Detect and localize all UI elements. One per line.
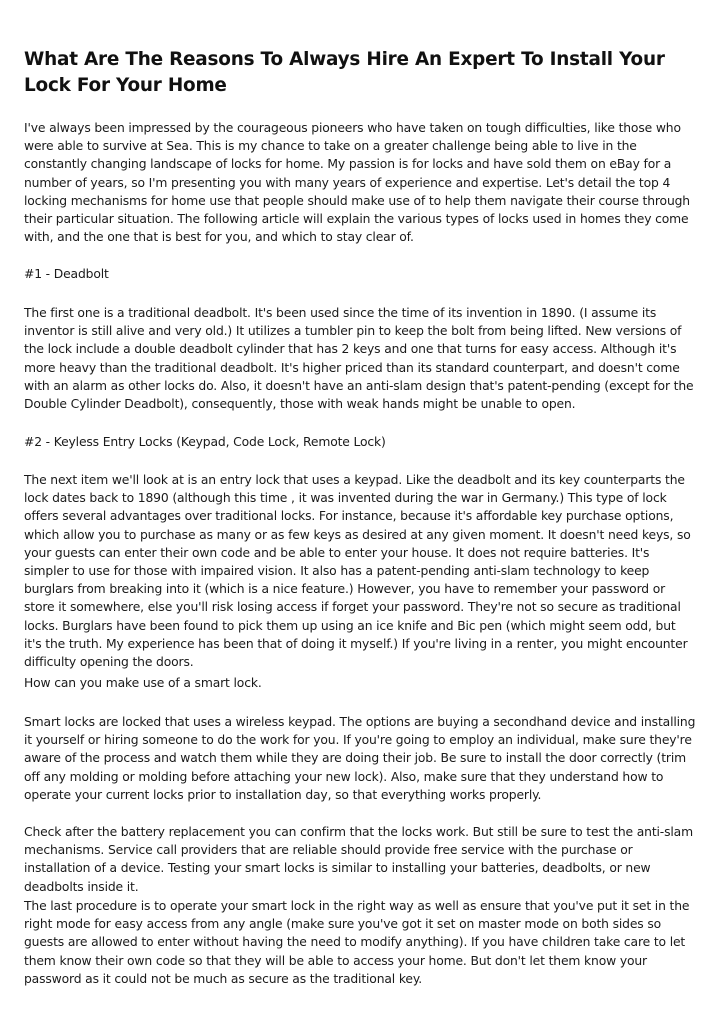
deadbolt-paragraph: The first one is a traditional deadbolt. It's been used since the time of its invention in 1890. (I assume its inventor is still alive and very old.) It utilizes a tumbler pin to keep the bolt from being lifted. New versions of the lock include a double deadbolt cylinder that has 2 keys and one that turns for easy access. Although it's more heavy than the traditional deadbolt. It's higher priced than its standard counterpart, and doesn't come with an alarm as other locks do. Also, it doesn't have an anti-slam design that's patent-pending (except for the Double Cylinder Deadbolt), consequently, those with weak hands might be unable to open. [24, 306, 694, 412]
battery-paragraph: Check after the battery replacement you can confirm that the locks work. But still be sure to test the anti-slam mechanisms. Service call providers that are reliable should provide free service with the purchase or installation of a device. Testing your smart locks is similar to installing your batteries, deadbolts, or new deadbolts inside it. [24, 825, 693, 894]
smart-lock-heading: How can you make use of a smart lock. [24, 676, 262, 690]
intro-paragraph: I've always been impressed by the courageous pioneers who have taken on tough difficulties, like those who were able to survive at Sea. This is my chance to take on a greater challenge being able to live in the constantly changing landscape of locks for home. My passion is for locks and have sold them on eBay for a number of years, so I'm presenting you with many years of experience and expertise. Let's detail the top 4 locking mechanisms for home use that people should make use of to help them navigate their course through their particular situation. The following article will explain the various types of locks used in homes they come with, and the one that is best for you, and which to stay clear of. [24, 121, 690, 245]
deadbolt-heading: #1 - Deadbolt [24, 267, 109, 281]
keyless-paragraph: The next item we'll look at is an entry lock that uses a keypad. Like the deadbolt and its key counterparts the lock dates back to 1890 (although this time , it was invented during the war in Germany.) This type of lock offers several advantages over traditional locks. For instance, because it's affordable key purchase options, which allow you to purchase as many or as few keys as desired at any given moment. It doesn't need keys, so your guests can enter their own code and be able to enter your house. It does not require batteries. It's simpler to use for those with impaired vision. It also has a patent-pending anti-slam technology to keep burglars from breaking into it (which is a nice feature.) However, you have to remember your password or store it somewhere, else you'll risk losing access if forget your password. They're not so secure as traditional locks. Burglars have been found to pick them up using an ice knife and Bic pen (which might seem odd, but it's the truth. My experience has been that of doing it myself.) If you're living in a renter, you might encounter difficulty opening the doors. [24, 473, 691, 670]
keyless-heading: #2 - Keyless Entry Locks (Keypad, Code Lock, Remote Lock) [24, 435, 386, 449]
article-title: What Are The Reasons To Always Hire An Expert To Install Your Lock For Your Home [24, 49, 665, 96]
last-procedure-paragraph: The last procedure is to operate your smart lock in the right way as well as ensure that you've put it set in the right mode for easy access from any angle (make sure you've got it set on master mode on both sides so guests are allowed to enter without having the need to modify anything). If you have children take care to let them know their own code so that they will be able to access your home. But don't let them know your password as it could not be much as secure as the traditional key. [24, 899, 690, 986]
smart-lock-paragraph: Smart locks are locked that uses a wireless keypad. The options are buying a secondhand device and installing it yourself or hiring someone to do the work for you. If you're going to employ an individual, make sure they're aware of the process and watch them while they are doing their job. Be sure to install the door correctly (trim off any molding or molding before attaching your new lock). Also, make sure that they understand how to operate your current locks prior to installation day, so that everything works properly. [24, 715, 696, 802]
